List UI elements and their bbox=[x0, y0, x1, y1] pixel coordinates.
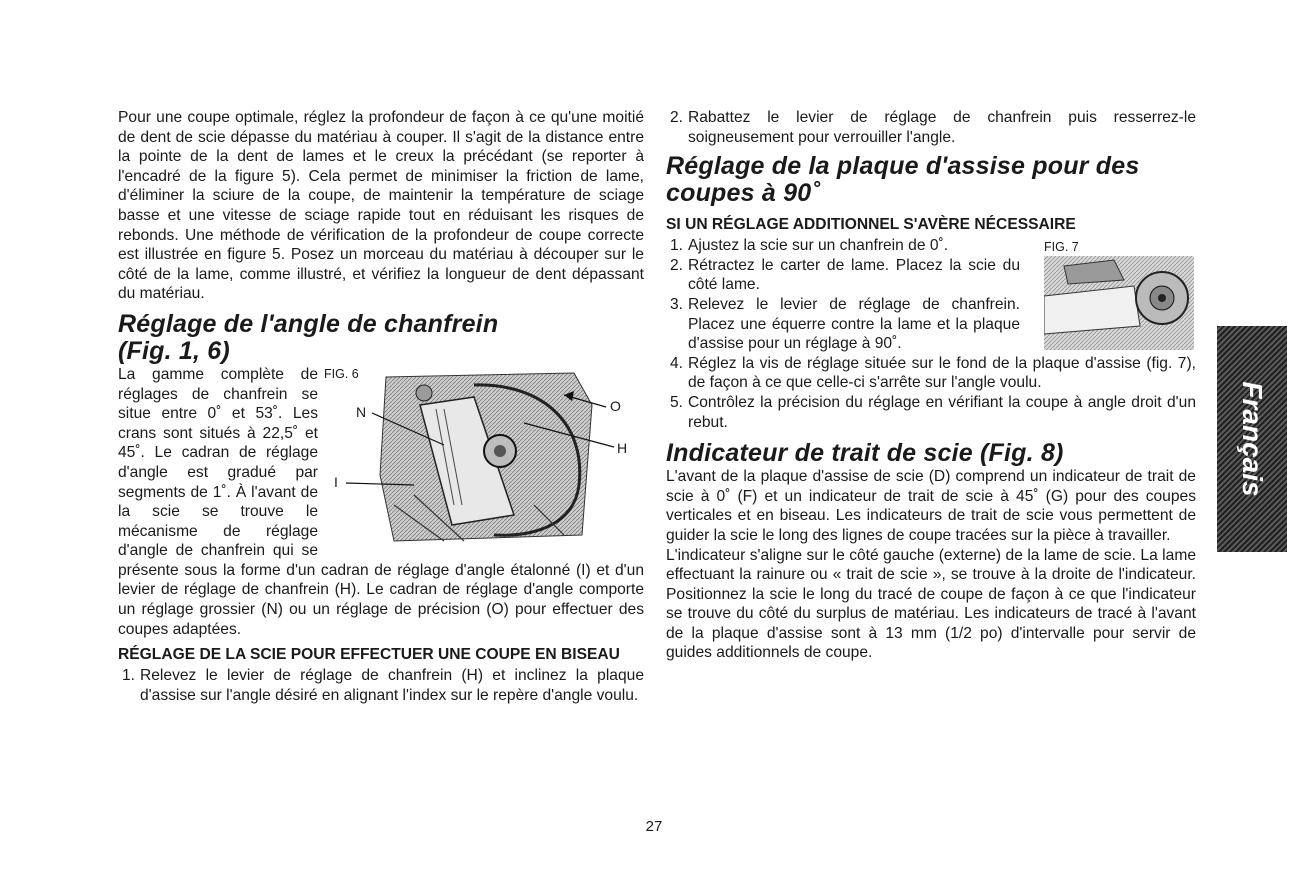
list-item: 3. Relevez le levier de réglage de chanfrein. Placez une équerre contre la lame et la plaque d'assise pour un réglage à 90˚. bbox=[670, 295, 1020, 353]
kerf-paragraph-2: L'indicateur s'aligne sur le côté gauche (externe) de la lame de scie. La lame effectuant la rainure ou « trait de scie », se trouve à la droite de l'indicateur. Positionnez la scie le long du tracé de coupe de façon à ce que l'indicateur se trouve du côté du surplus de matériau. Les indicateurs de tracé à l'avant de la plaque d'assise sont à 13 mm (1/2 po) d'intervalle pour servir de guides additionnels de coupe. bbox=[666, 546, 1196, 662]
intro-paragraph: Pour une coupe optimale, réglez la profondeur de façon à ce qu'une moitié de dent de scie dépasse du matériau à couper. Il s'agit de la distance entre la pointe de la dent de lames et le creux la précédant (se reporter à l'encadré de la figure 5). Cela permet de minimiser la friction de lame, d'éliminer la sciure de la coupe, de maintenir la température de sciage basse et une vitesse de sciage rapide tout en réduisant les risques de rebonds. Une méthode de vérification de la profondeur de coupe correcte est illustrée en figure 5. Posez un morceau du matériau à découper sur le côté de la lame, comme illustré, et vérifiez la longueur de dent dépassant du matériau. bbox=[118, 109, 644, 303]
left-column bbox=[118, 108, 644, 705]
kerf-paragraph-1: L'avant de la plaque d'assise de scie (D) comprend un indicateur de trait de scie à 0˚ (F) et un indicateur de trait de scie à 45˚ (G) pour des coupes verticales et en biseau. Les indicateurs de trait de scie vous permettent de guider la scie le long des lignes de coupe tracées sur la pièce à travailler. bbox=[666, 468, 1196, 544]
list-item: 1. Ajustez la scie sur un chanfrein de 0˚. bbox=[670, 237, 949, 255]
bevel-range-paragraph: La gamme complète de réglages de chanfrein se situe entre 0˚ et 53˚. Les crans sont situés à 22,5˚ et 45˚. Le cadran de réglage d'angle est gradué par segments de 1˚. À l'avant de la scie se trouve le mécanisme de réglage d'angle de chanfrein qui se présente sous la forme d'un cadran de réglage d'angle étalonné (I) et d'un levier de réglage de chanfrein (H). Le cadran de réglage d'angle comporte un réglage grossier (N) ou un réglage de précision (O) pour effectuer des coupes adaptées. bbox=[118, 365, 644, 638]
list-item: 4. Réglez la vis de réglage située sur le fond de la plaque d'assise (fig. 7), de façon à ce que celle-ci s'arrête sur l'angle voulu. bbox=[670, 354, 1196, 392]
figure-6-label: FIG. 6 bbox=[324, 366, 359, 381]
base-plate-heading: Réglage de la plaque d'assise pour des coupes à 90˚ bbox=[666, 152, 1140, 208]
bevel-steps-continued bbox=[666, 108, 1196, 147]
list-item: 1. Relevez le levier de réglage de chanfrein (H) et inclinez la plaque d'assise sur l'angle désiré en alignant l'index sur le repère d'angle voulu. bbox=[122, 667, 644, 704]
additional-adjustment-subheading: SI UN RÉGLAGE ADDITIONNEL S'AVÈRE NÉCESSAIRE bbox=[666, 216, 1076, 234]
right-column bbox=[666, 108, 1196, 663]
bevel-steps-list bbox=[118, 666, 644, 705]
figure-6 bbox=[324, 365, 644, 553]
page-number: 27 bbox=[645, 818, 663, 835]
language-tab-label: Français bbox=[1237, 381, 1268, 497]
kerf-indicator-heading: Indicateur de trait de scie (Fig. 8) bbox=[666, 439, 1064, 468]
callout-n: N bbox=[356, 403, 367, 420]
language-tab bbox=[1217, 326, 1287, 552]
figure-6-illustration bbox=[324, 365, 644, 553]
bevel-cut-subheading: RÉGLAGE DE LA SCIE POUR EFFECTUER UNE COUPE EN BISEAU bbox=[118, 646, 620, 664]
bevel-heading: Réglage de l'angle de chanfrein (Fig. 1, 6) bbox=[118, 309, 499, 365]
figure-7-label: FIG. 7 bbox=[1044, 240, 1079, 255]
list-item: 2. Rétractez le carter de lame. Placez la scie du côté lame. bbox=[670, 256, 1020, 294]
callout-i: I bbox=[334, 473, 338, 490]
callout-o: O bbox=[610, 397, 621, 414]
list-item: 2. Rabattez le levier de réglage de chanfrein puis resserrez-le soigneusement pour verrouiller l'angle. bbox=[670, 109, 1196, 146]
base-plate-steps-list bbox=[666, 236, 1196, 432]
list-item: 5. Contrôlez la précision du réglage en vérifiant la coupe à angle droit d'un rebut. bbox=[670, 393, 1196, 431]
callout-h: H bbox=[617, 439, 628, 456]
